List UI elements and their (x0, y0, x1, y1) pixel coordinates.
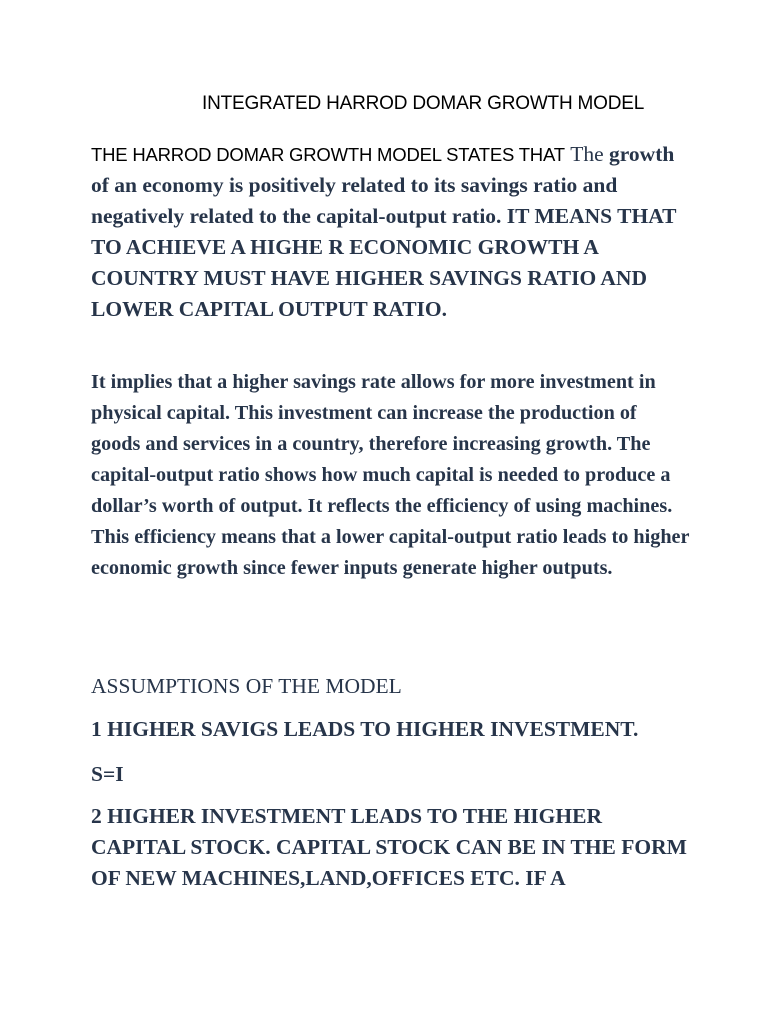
intro-first-word: The (570, 142, 604, 166)
explanation-paragraph: It implies that a higher savings rate allows for more investment in physical capital. This investment can increase the production of goods and services in a country, therefore increasing growth. The capital-output ratio shows how much capital is needed to produce a dollar’s worth of output. It reflects the efficiency of using machines. This efficiency means that a lower capital-output ratio leads to higher economic growth since fewer inputs generate higher outputs. (91, 371, 690, 579)
document-title: INTEGRATED HARROD DOMAR GROWTH MODEL (202, 93, 645, 114)
assumption-2: 2 HIGHER INVESTMENT LEADS TO THE HIGHER CAPITAL STOCK. CAPITAL STOCK CAN BE IN THE FORM OF NEW MACHINES,LAND,OFFICES ETC. IF A (91, 804, 687, 890)
intro-lead: THE HARROD DOMAR GROWTH MODEL STATES THAT (91, 144, 565, 165)
assumptions-heading: ASSUMPTIONS OF THE MODEL (91, 674, 402, 698)
intro-body: growth of an economy is positively related to its savings ratio and negatively related to the capital-output ratio. IT MEANS THAT TO ACHIEVE A HIGHE R ECONOMIC GROWTH A COUNTRY MUST HAVE HIGHER SAVINGS RATIO AND LOWER CAPITAL OUTPUT RATIO. (91, 142, 677, 321)
assumption-1: 1 HIGHER SAVIGS LEADS TO HIGHER INVESTMENT. (91, 717, 639, 741)
intro-paragraph (91, 139, 691, 325)
savings-investment-equation: S=I (91, 762, 124, 786)
